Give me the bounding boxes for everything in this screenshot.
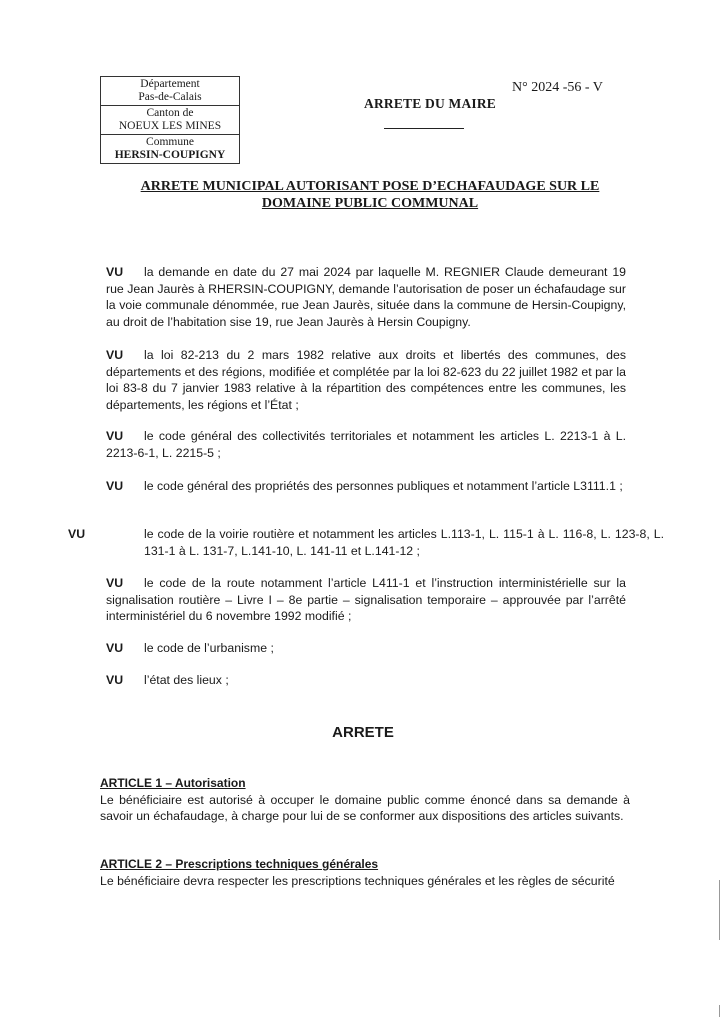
vu-label: VU [106, 641, 124, 655]
document-number: N° 2024 -56 - V [512, 80, 603, 95]
article-body: Le bénéficiaire est autorisé à occuper le domaine public comme énoncé dans sa demande à savoir un échafaudage, à charge pour lui de se conformer aux dispositions des articles suivants. [100, 792, 630, 823]
commune-cell [101, 134, 239, 164]
vu-label: VU [106, 576, 124, 590]
article-body: Le bénéficiaire devra respecter les prescriptions techniques générales et les règles de sécurité [100, 873, 615, 888]
vu-label: VU [106, 429, 124, 443]
canton-value: NOEUX LES MINES [118, 120, 222, 132]
consideration-text: le code de l’urbanisme ; [144, 641, 274, 655]
consideration-item [106, 264, 626, 330]
consideration-item [106, 575, 626, 625]
title-line-1: ARRETE MUNICIPAL AUTORISANT POSE D’ECHAFAUDAGE SUR LE [140, 179, 600, 194]
article-title: ARTICLE 1 – Autorisation [100, 776, 246, 790]
vu-label: VU [106, 348, 124, 362]
divider [384, 128, 464, 129]
vu-label: VU [106, 673, 124, 687]
consideration-text: la demande en date du 27 mai 2024 par laquelle M. REGNIER Claude demeurant 19 rue Jean Jaurès à RHERSIN-COUPIGNY, demande l’autorisation de poser un échafaudage sur la voie communale dénommée, rue Jean Jaurès, située dans la commune de Hersin-Coupigny, au droit de l’habitation sise 19, rue Jean Jaurès à Hersin Coupigny. [106, 265, 626, 329]
consideration-item [68, 526, 664, 559]
document-kind: ARRETE DU MAIRE [364, 96, 497, 111]
consideration-item [106, 640, 626, 657]
vu-label: VU [106, 265, 124, 279]
article-1 [100, 775, 630, 825]
administrative-box [100, 76, 240, 164]
consideration-text: le code de la voirie routière et notamment les articles L.113-1, L. 115-1 à L. 116-8, L. 123-8, L. 131-1 à L. 131-7, L.141-10, L. 141-11 et L.141-12 ; [144, 527, 664, 558]
consideration-item [106, 428, 626, 461]
consideration-text: le code général des propriétés des personnes publiques et notamment l’article L3111.1 ; [144, 479, 623, 493]
department-value: Pas-de-Calais [138, 91, 202, 103]
department-label: Département [140, 78, 200, 90]
scan-artifact [719, 880, 720, 940]
scan-artifact [719, 1005, 720, 1017]
consideration-item [106, 672, 626, 689]
canton-label: Canton de [146, 107, 194, 119]
consideration-text: l’état des lieux ; [144, 673, 229, 687]
vu-label: VU [68, 527, 86, 541]
consideration-text: le code de la route notamment l’article L411-1 et l’instruction interministérielle sur la signalisation routière – Livre I – 8e partie – signalisation temporaire – approuvée par l’arrêté interministériel du 6 novembre 1992 modifié ; [106, 576, 626, 623]
commune-value: HERSIN-COUPIGNY [114, 149, 226, 161]
consideration-text: la loi 82-213 du 2 mars 1982 relative aux droits et libertés des communes, des départements et des régions, modifiée et complétée par la loi 82-623 du 22 juillet 1982 et par la loi 83-8 du 7 janvier 1983 relative à la répartition des compétences entre les communes, les départements, les régions et l’État ; [106, 348, 626, 412]
page-title [100, 178, 640, 212]
commune-label: Commune [146, 136, 194, 148]
vu-label: VU [106, 479, 124, 493]
article-title: ARTICLE 2 – Prescriptions techniques générales [100, 857, 379, 871]
canton-cell [101, 105, 239, 134]
consideration-item [106, 347, 626, 413]
title-line-2: DOMAINE PUBLIC COMMUNAL [261, 196, 479, 211]
decision-heading: ARRETE [332, 724, 394, 741]
consideration-item [106, 478, 626, 495]
consideration-text: le code général des collectivités territoriales et notamment les articles L. 2213-1 à L. 2213-6-1, L. 2215-5 ; [106, 429, 626, 460]
article-2 [100, 856, 630, 889]
department-cell [101, 76, 239, 105]
